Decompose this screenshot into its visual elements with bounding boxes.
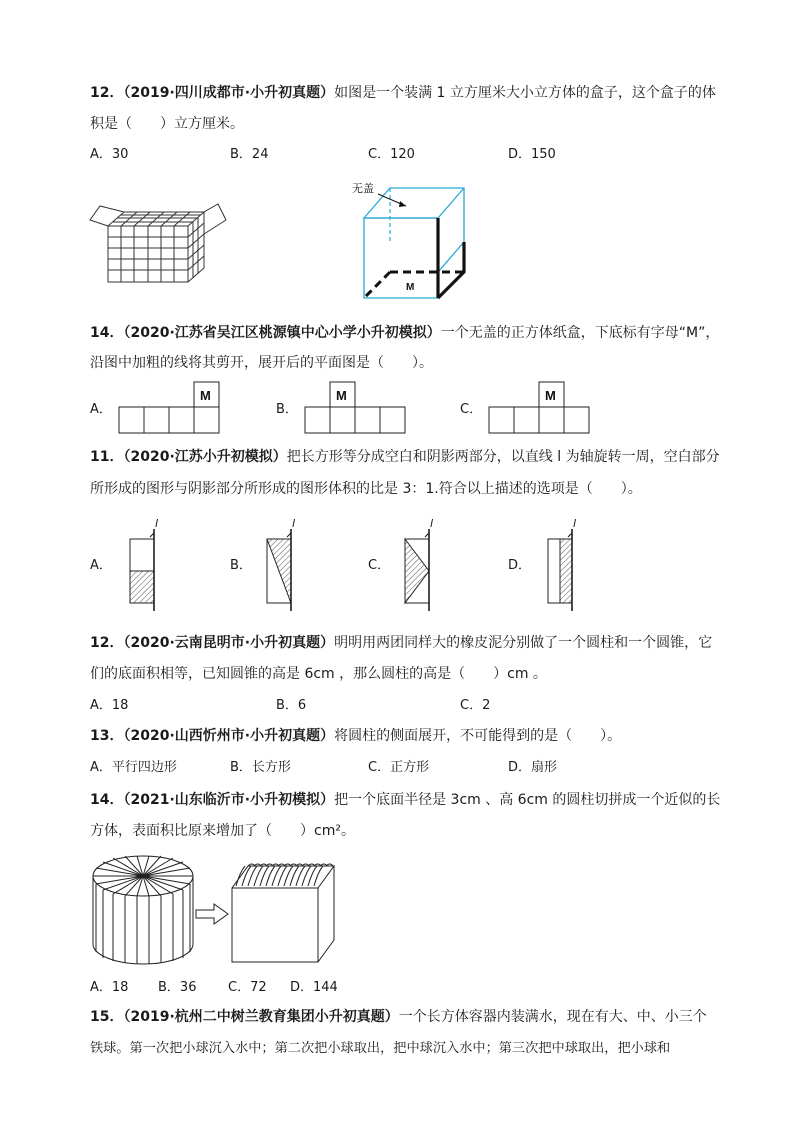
question-12b xyxy=(90,634,712,652)
question-text-line2: 铁球。第一次把小球沉入水中；第二次把小球取出，把中球沉入水中；第三次把中球取出，把小球和 xyxy=(90,1041,671,1056)
question-14a xyxy=(90,324,719,342)
question-text-line2: 积是（ ）立方厘米。 xyxy=(90,116,244,132)
question-source: （2019·四川成都市·小升初真题） xyxy=(123,85,335,101)
question-number: 13． xyxy=(90,728,124,744)
question-text-line2: 方体，表面积比原来增加了（ ）cm²。 xyxy=(90,823,355,839)
option-a: A．平行四边形 xyxy=(90,760,177,775)
lid-label: 无盖 xyxy=(352,182,374,195)
rotation-figure-c xyxy=(400,515,440,615)
net-letter: M xyxy=(200,388,211,403)
rotation-figure-d xyxy=(543,515,583,615)
axis-label: l xyxy=(292,517,296,530)
option-a: A．18 xyxy=(90,698,129,713)
net-letter: M xyxy=(336,388,347,403)
question-text-line2: 所形成的图形与阴影部分所形成的图形体积的比是 3：1.符合以上描述的选项是（ ）。 xyxy=(90,481,642,497)
net-b xyxy=(304,381,406,435)
open-cube-figure xyxy=(350,180,475,305)
question-12a xyxy=(90,84,716,102)
question-text-line2: 们的底面积相等，已知圆锥的高是 6cm ，那么圆柱的高是（ ）cm 。 xyxy=(90,666,547,682)
question-number: 14． xyxy=(90,792,124,808)
option-c: C． xyxy=(460,402,483,417)
option-b: B．36 xyxy=(158,980,197,995)
option-b: B．长方形 xyxy=(230,760,291,775)
option-c: C．72 xyxy=(228,980,267,995)
question-11 xyxy=(90,448,720,466)
option-a: A． xyxy=(90,558,112,573)
option-c: C．2 xyxy=(460,698,491,713)
option-c: C．正方形 xyxy=(368,760,430,775)
option-b: B． xyxy=(230,558,252,573)
question-text: 明明用两团同样大的橡皮泥分别做了一个圆柱和一个圆锥，它 xyxy=(334,635,713,651)
option-c: C． xyxy=(368,558,391,573)
question-source: （2020·江苏省吴江区桃源镇中心小学小升初模拟） xyxy=(123,325,441,341)
question-13 xyxy=(90,727,621,745)
question-text: 把一个底面半径是 3cm 、高 6cm 的圆柱切拼成一个近似的长 xyxy=(334,792,721,808)
question-source: （2020·山西忻州市·小升初真题） xyxy=(123,728,335,744)
question-text: 一个长方体容器内装满水，现在有大、中、小三个 xyxy=(398,1009,707,1025)
question-number: 12． xyxy=(90,85,124,101)
question-source: （2020·云南昆明市·小升初真题） xyxy=(123,635,335,651)
question-text-line2: 沿图中加粗的线将其剪开，展开后的平面图是（ ）。 xyxy=(90,355,433,371)
option-b: B．6 xyxy=(276,698,307,713)
axis-label: l xyxy=(430,517,434,530)
net-a xyxy=(118,381,220,435)
option-d: D．扇形 xyxy=(508,760,558,775)
question-number: 15． xyxy=(90,1009,124,1025)
bottom-letter: M xyxy=(406,282,415,293)
option-a: A．18 xyxy=(90,980,129,995)
rotation-figure-b xyxy=(262,515,302,615)
net-letter: M xyxy=(545,388,556,403)
net-c xyxy=(488,381,590,435)
question-15 xyxy=(90,1008,707,1026)
question-source: （2020·江苏小升初模拟） xyxy=(123,449,287,465)
option-a: A．30 xyxy=(90,147,129,162)
question-14b xyxy=(90,791,720,809)
question-text: 如图是一个装满 1 立方厘米大小立方体的盒子，这个盒子的体 xyxy=(334,85,716,101)
question-number: 11． xyxy=(90,449,124,465)
cube-box-figure xyxy=(88,198,228,288)
question-source: （2019·杭州二中树兰教育集团小升初真题） xyxy=(123,1009,399,1025)
question-number: 12． xyxy=(90,635,124,651)
cylinder-to-cuboid-figure xyxy=(90,852,360,967)
rotation-figure-a xyxy=(125,515,165,615)
option-d: D． xyxy=(508,558,532,573)
option-b: B． xyxy=(276,402,298,417)
option-b: B．24 xyxy=(230,147,269,162)
option-a: A． xyxy=(90,402,112,417)
question-text: 一个无盖的正方体纸盒，下底标有字母“M”， xyxy=(440,325,720,341)
option-d: D．144 xyxy=(290,980,338,995)
option-d: D．150 xyxy=(508,147,556,162)
question-text: 把长方形等分成空白和阴影两部分，以直线 l 为轴旋转一周，空白部分 xyxy=(286,449,720,465)
question-text: 将圆柱的侧面展开，不可能得到的是（ ）。 xyxy=(334,728,622,744)
axis-label: l xyxy=(573,517,577,530)
axis-label: l xyxy=(155,517,159,530)
question-number: 14． xyxy=(90,325,124,341)
question-source: （2021·山东临沂市·小升初模拟） xyxy=(123,792,335,808)
option-c: C．120 xyxy=(368,147,415,162)
